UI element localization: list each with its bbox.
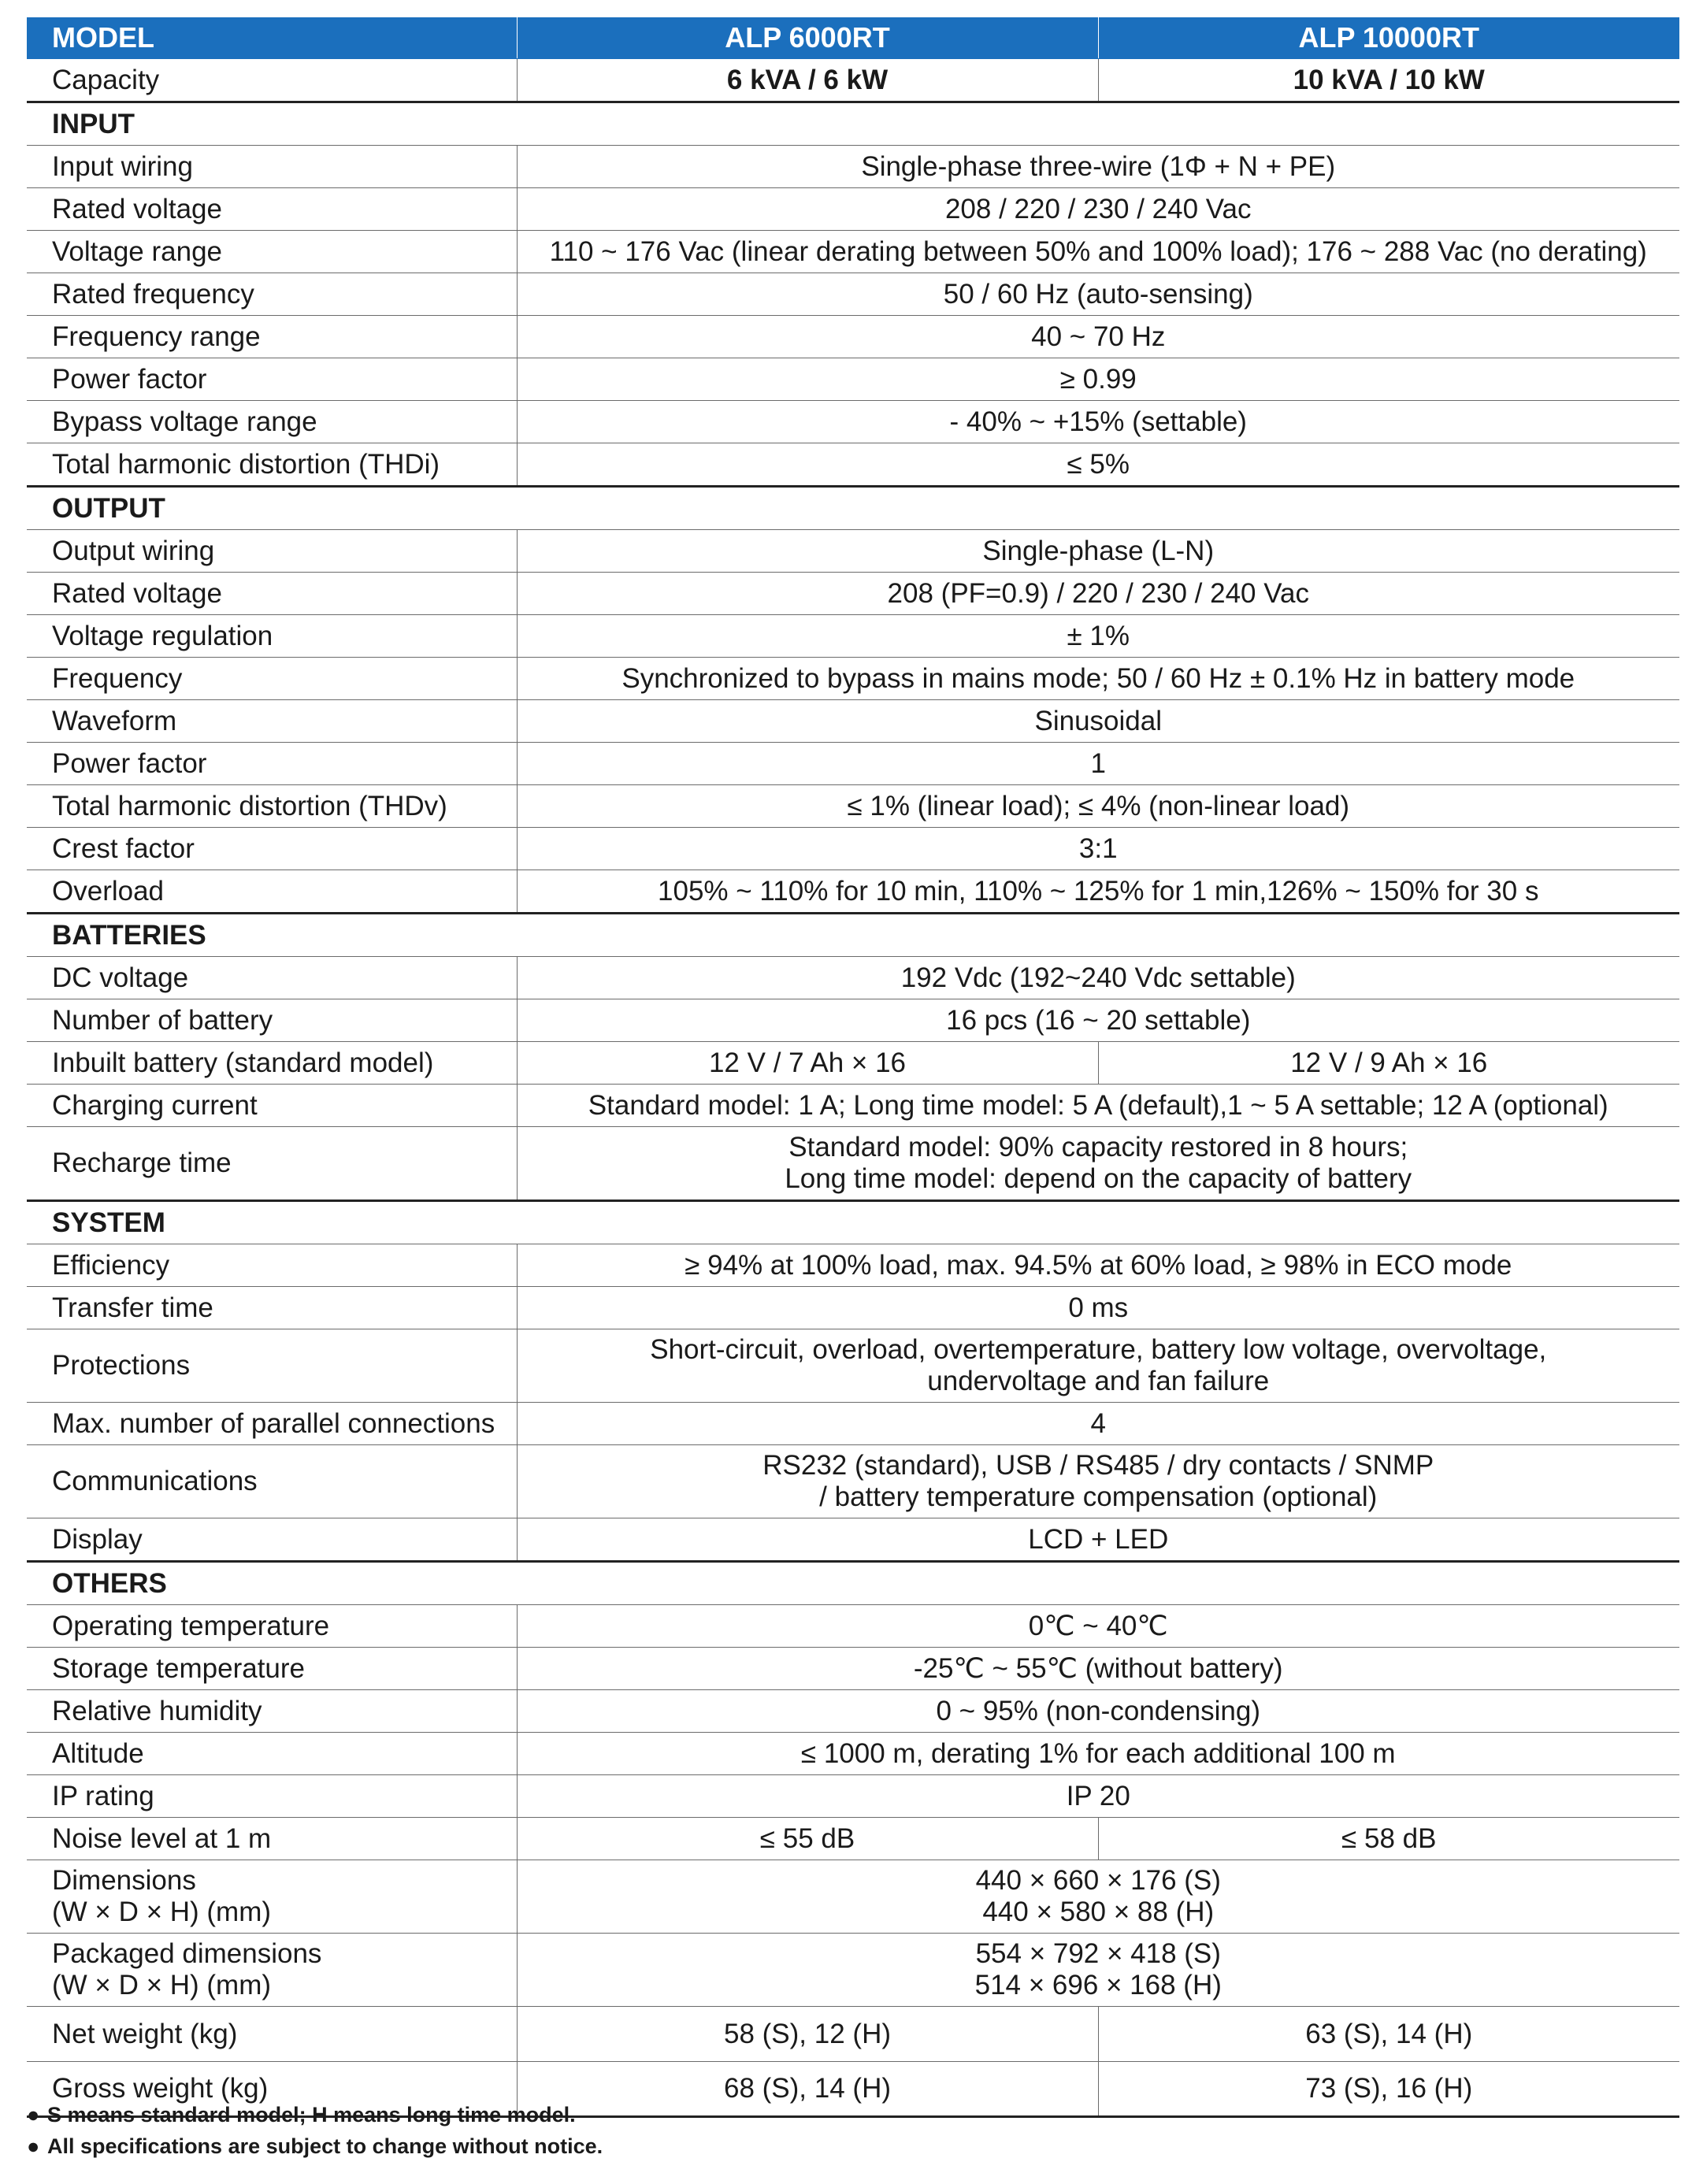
capacity-label: Capacity — [27, 59, 517, 102]
spec-label: Inbuilt battery (standard model) — [27, 1042, 517, 1085]
spec-value: 3:1 — [517, 828, 1679, 870]
table-row — [27, 700, 1679, 743]
table-row — [27, 231, 1679, 273]
table-row — [27, 1085, 1679, 1127]
spec-value-line: Standard model: 90% capacity restored in 8 hours; — [788, 1132, 1408, 1162]
spec-value-line: RS232 (standard), USB / RS485 / dry contacts / SNMP — [762, 1450, 1434, 1481]
spec-value-line: Long time model: depend on the capacity of battery — [785, 1163, 1412, 1194]
table-row — [27, 1445, 1679, 1518]
table-row — [27, 1605, 1679, 1648]
section-header — [27, 1562, 1679, 1605]
spec-table — [27, 17, 1679, 2118]
spec-label: Voltage regulation — [27, 615, 517, 658]
table-row — [27, 743, 1679, 785]
spec-value: 105% ~ 110% for 10 min, 110% ~ 125% for 1 min,126% ~ 150% for 30 s — [517, 870, 1679, 914]
spec-label: Overload — [27, 870, 517, 914]
spec-value: Single-phase three-wire (1Φ + N + PE) — [517, 146, 1679, 188]
spec-label: Power factor — [27, 743, 517, 785]
spec-value: 1 — [517, 743, 1679, 785]
spec-label-line: (W × D × H) (mm) — [52, 1897, 272, 1927]
spec-value: 192 Vdc (192~240 Vdc settable) — [517, 957, 1679, 999]
spec-label: Recharge time — [27, 1127, 517, 1201]
spec-value-line: 440 × 660 × 176 (S) — [975, 1865, 1221, 1896]
spec-label: Bypass voltage range — [27, 401, 517, 443]
spec-label: Rated frequency — [27, 273, 517, 316]
spec-value: ≤ 1000 m, derating 1% for each additional 100 m — [517, 1733, 1679, 1775]
capacity-value: 6 kVA / 6 kW — [517, 59, 1098, 102]
spec-label: Storage temperature — [27, 1648, 517, 1690]
spec-label: Rated voltage — [27, 573, 517, 615]
table-header — [27, 17, 1679, 59]
spec-value: ≥ 0.99 — [517, 358, 1679, 401]
spec-value: 12 V / 9 Ah × 16 — [1098, 1042, 1679, 1085]
bullet-icon: ● — [27, 2134, 40, 2158]
footnote — [27, 2099, 603, 2130]
table-row — [27, 1329, 1679, 1403]
table-row — [27, 1403, 1679, 1445]
spec-value-line: / battery temperature compensation (optional) — [819, 1481, 1378, 1512]
section-title: SYSTEM — [27, 1201, 1679, 1244]
spec-value: ± 1% — [517, 615, 1679, 658]
table-row — [27, 1934, 1679, 2007]
capacity-row — [27, 59, 1679, 102]
section-header — [27, 487, 1679, 530]
spec-value: ≥ 94% at 100% load, max. 94.5% at 60% load, ≥ 98% in ECO mode — [517, 1244, 1679, 1287]
footnote-text: S means standard model; H means long time model. — [47, 2103, 576, 2127]
spec-label: Total harmonic distortion (THDi) — [27, 443, 517, 487]
table-row — [27, 1042, 1679, 1085]
table-row — [27, 999, 1679, 1042]
spec-value: 0℃ ~ 40℃ — [517, 1605, 1679, 1648]
spec-label: Max. number of parallel connections — [27, 1403, 517, 1445]
table-row — [27, 1244, 1679, 1287]
table-row — [27, 1733, 1679, 1775]
spec-label: Protections — [27, 1329, 517, 1403]
spec-value: Standard model: 1 A; Long time model: 5 A (default),1 ~ 5 A settable; 12 A (optional) — [517, 1085, 1679, 1127]
spec-label-line: Dimensions — [52, 1865, 196, 1896]
spec-label: Rated voltage — [27, 188, 517, 231]
spec-value: 68 (S), 14 (H) — [517, 2062, 1098, 2117]
spec-label: Communications — [27, 1445, 517, 1518]
spec-value — [517, 1329, 1679, 1403]
table-row — [27, 188, 1679, 231]
spec-value: 58 (S), 12 (H) — [517, 2007, 1098, 2062]
spec-value: ≤ 5% — [517, 443, 1679, 487]
spec-label — [27, 1860, 517, 1934]
spec-label: Voltage range — [27, 231, 517, 273]
table-row — [27, 1775, 1679, 1818]
spec-value: 0 ~ 95% (non-condensing) — [517, 1690, 1679, 1733]
model-name: ALP 10000RT — [1098, 17, 1679, 59]
spec-value: Synchronized to bypass in mains mode; 50 / 60 Hz ± 0.1% Hz in battery mode — [517, 658, 1679, 700]
table-row — [27, 401, 1679, 443]
spec-label: Relative humidity — [27, 1690, 517, 1733]
table-row — [27, 573, 1679, 615]
spec-value: ≤ 58 dB — [1098, 1818, 1679, 1860]
table-row — [27, 1690, 1679, 1733]
spec-label: Display — [27, 1518, 517, 1562]
spec-label: Number of battery — [27, 999, 517, 1042]
spec-value — [517, 1127, 1679, 1201]
spec-value: 73 (S), 16 (H) — [1098, 2062, 1679, 2117]
section-title: BATTERIES — [27, 914, 1679, 957]
table-row — [27, 443, 1679, 487]
table-row — [27, 530, 1679, 573]
footnote — [27, 2130, 603, 2162]
spec-label: Total harmonic distortion (THDv) — [27, 785, 517, 828]
spec-value-line: undervoltage and fan failure — [927, 1366, 1270, 1396]
spec-value: 4 — [517, 1403, 1679, 1445]
spec-label: Efficiency — [27, 1244, 517, 1287]
spec-label: Charging current — [27, 1085, 517, 1127]
spec-value — [517, 1934, 1679, 2007]
spec-label: Waveform — [27, 700, 517, 743]
table-row — [27, 1127, 1679, 1201]
spec-label: Altitude — [27, 1733, 517, 1775]
spec-value: 12 V / 7 Ah × 16 — [517, 1042, 1098, 1085]
section-title: OTHERS — [27, 1562, 1679, 1605]
spec-label: Noise level at 1 m — [27, 1818, 517, 1860]
spec-value — [517, 1445, 1679, 1518]
table-row — [27, 1648, 1679, 1690]
spec-value-line: 554 × 792 × 418 (S) — [975, 1938, 1221, 1969]
spec-value: 40 ~ 70 Hz — [517, 316, 1679, 358]
spec-value: - 40% ~ +15% (settable) — [517, 401, 1679, 443]
spec-value: LCD + LED — [517, 1518, 1679, 1562]
spec-value: 16 pcs (16 ~ 20 settable) — [517, 999, 1679, 1042]
table-row — [27, 358, 1679, 401]
section-header — [27, 914, 1679, 957]
spec-value: 208 (PF=0.9) / 220 / 230 / 240 Vac — [517, 573, 1679, 615]
table-row — [27, 785, 1679, 828]
spec-value-line: Short-circuit, overload, overtemperature, battery low voltage, overvoltage, — [650, 1334, 1547, 1365]
spec-value: Sinusoidal — [517, 700, 1679, 743]
spec-value: ≤ 1% (linear load); ≤ 4% (non-linear load) — [517, 785, 1679, 828]
spec-label: Operating temperature — [27, 1605, 517, 1648]
spec-label: Output wiring — [27, 530, 517, 573]
table-row — [27, 2007, 1679, 2062]
spec-value: 110 ~ 176 Vac (linear derating between 50% and 100% load); 176 ~ 288 Vac (no derating) — [517, 231, 1679, 273]
spec-label: DC voltage — [27, 957, 517, 999]
spec-label: Gross weight (kg) — [27, 2062, 517, 2117]
spec-value: 208 / 220 / 230 / 240 Vac — [517, 188, 1679, 231]
footnotes — [27, 2099, 603, 2162]
section-header — [27, 1201, 1679, 1244]
spec-label — [27, 1934, 517, 2007]
table-row — [27, 1860, 1679, 1934]
spec-value: Single-phase (L-N) — [517, 530, 1679, 573]
table-row — [27, 1287, 1679, 1329]
table-row — [27, 828, 1679, 870]
bullet-icon: ● — [27, 2103, 40, 2127]
section-title: INPUT — [27, 102, 1679, 146]
spec-value: 0 ms — [517, 1287, 1679, 1329]
spec-value: ≤ 55 dB — [517, 1818, 1098, 1860]
spec-value-line: 440 × 580 × 88 (H) — [982, 1897, 1215, 1927]
spec-label: Frequency range — [27, 316, 517, 358]
spec-value: 63 (S), 14 (H) — [1098, 2007, 1679, 2062]
spec-value: IP 20 — [517, 1775, 1679, 1818]
spec-label: Input wiring — [27, 146, 517, 188]
table-row — [27, 658, 1679, 700]
spec-value: 50 / 60 Hz (auto-sensing) — [517, 273, 1679, 316]
spec-label: Transfer time — [27, 1287, 517, 1329]
spec-label-line: (W × D × H) (mm) — [52, 1970, 272, 2000]
model-name: ALP 6000RT — [517, 17, 1098, 59]
capacity-value: 10 kVA / 10 kW — [1098, 59, 1679, 102]
table-row — [27, 870, 1679, 914]
spec-value — [517, 1860, 1679, 1934]
spec-label-line: Packaged dimensions — [52, 1938, 322, 1969]
table-row — [27, 316, 1679, 358]
table-row — [27, 273, 1679, 316]
spec-value: -25℃ ~ 55℃ (without battery) — [517, 1648, 1679, 1690]
spec-label: Net weight (kg) — [27, 2007, 517, 2062]
table-row — [27, 1518, 1679, 1562]
section-header — [27, 102, 1679, 146]
spec-label: Frequency — [27, 658, 517, 700]
spec-sheet — [27, 17, 1679, 2118]
footnote-text: All specifications are subject to change without notice. — [47, 2134, 603, 2158]
spec-value-line: 514 × 696 × 168 (H) — [974, 1970, 1222, 2000]
table-row — [27, 1818, 1679, 1860]
table-row — [27, 957, 1679, 999]
model-label: MODEL — [27, 17, 517, 59]
spec-label: IP rating — [27, 1775, 517, 1818]
section-title: OUTPUT — [27, 487, 1679, 530]
table-row — [27, 146, 1679, 188]
spec-label: Power factor — [27, 358, 517, 401]
table-row — [27, 615, 1679, 658]
spec-label: Crest factor — [27, 828, 517, 870]
